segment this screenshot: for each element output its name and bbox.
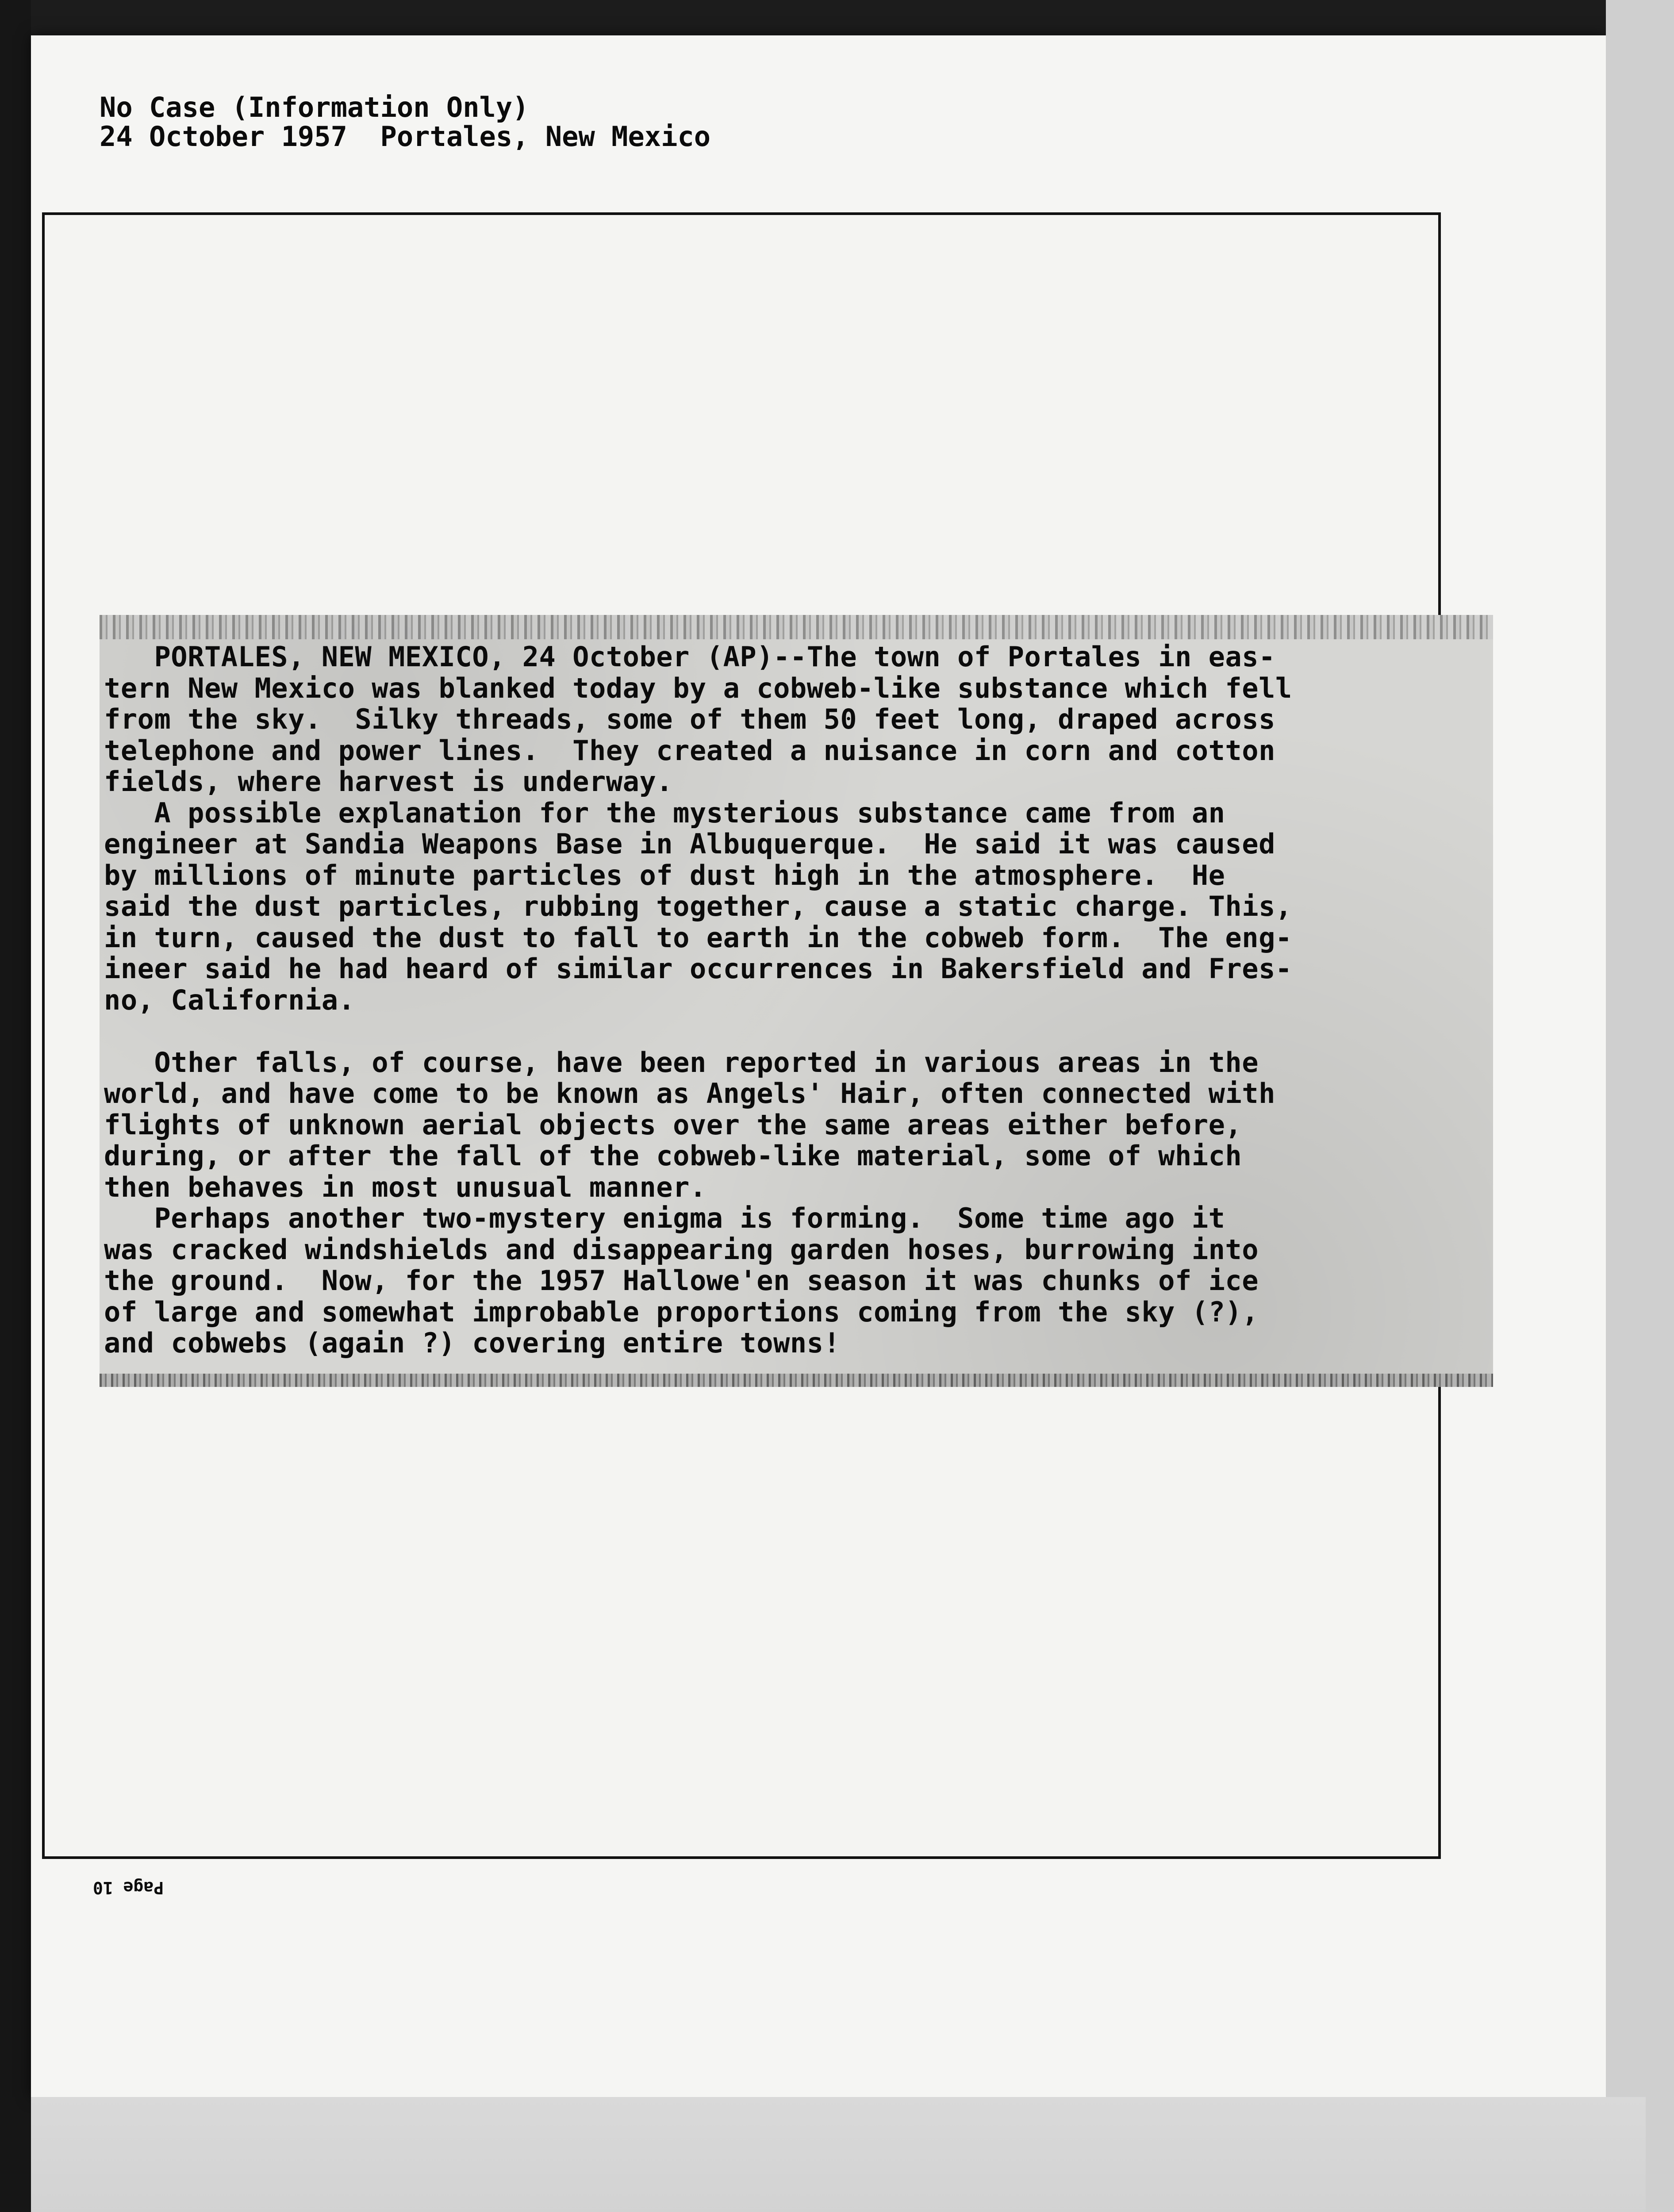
lower-paper-stock [31, 2097, 1646, 2212]
article-line: then behaves in most unusual manner. [104, 1171, 706, 1203]
article-line: PORTALES, NEW MEXICO, 24 October (AP)--The town of Portales in eas- [104, 641, 1275, 673]
clipping-bottom-smudge [100, 1374, 1493, 1387]
article-line: ineer said he had heard of similar occurrences in Bakersfield and Fres- [104, 952, 1292, 985]
article-line: during, or after the fall of the cobweb-like material, some of which [104, 1140, 1242, 1172]
article-line: engineer at Sandia Weapons Base in Albuquerque. He said it was caused [104, 828, 1275, 860]
article-line: A possible explanation for the mysterious substance came from an [104, 796, 1225, 829]
article-line: in turn, caused the dust to fall to earth in the cobweb form. The eng- [104, 921, 1292, 954]
article-line: no, California. [104, 983, 355, 1016]
article-text [104, 641, 1489, 1359]
case-status-line: No Case (Information Only) [100, 91, 529, 123]
article-line: by millions of minute particles of dust high in the atmosphere. He [104, 859, 1225, 891]
article-line: telephone and power lines. They created a nuisance in corn and cotton [104, 734, 1275, 767]
article-line: the ground. Now, for the 1957 Hallowe'en season it was chunks of ice [104, 1264, 1259, 1297]
case-header [100, 93, 710, 151]
article-line: said the dust particles, rubbing together, cause a static charge. This, [104, 890, 1292, 922]
article-line: world, and have come to be known as Angels' Hair, often connected with [104, 1077, 1275, 1110]
article-line: and cobwebs (again ?) covering entire towns! [104, 1327, 841, 1359]
article-line [104, 1016, 1489, 1047]
clipping-top-smudge [100, 615, 1493, 639]
film-margin [0, 0, 31, 2212]
article-line: of large and somewhat improbable proportions coming from the sky (?), [104, 1295, 1259, 1328]
article-line: from the sky. Silky threads, some of them 50 feet long, draped across [104, 703, 1275, 735]
article-line: tern New Mexico was blanked today by a cobweb-like substance which fell [104, 672, 1292, 704]
article-line: Perhaps another two-mystery enigma is forming. Some time ago it [104, 1202, 1225, 1234]
article-line: flights of unknown aerial objects over the same areas either before, [104, 1108, 1242, 1141]
date-location-line: 24 October 1957 Portales, New Mexico [100, 120, 711, 153]
article-line: was cracked windshields and disappearing garden hoses, burrowing into [104, 1233, 1259, 1266]
page-number: Page 10 [93, 1878, 164, 1897]
page-right-edge [1606, 0, 1674, 2212]
article-line: Other falls, of course, have been reported in various areas in the [104, 1046, 1259, 1079]
newspaper-clipping [100, 615, 1493, 1387]
article-line: fields, where harvest is underway. [104, 765, 673, 798]
